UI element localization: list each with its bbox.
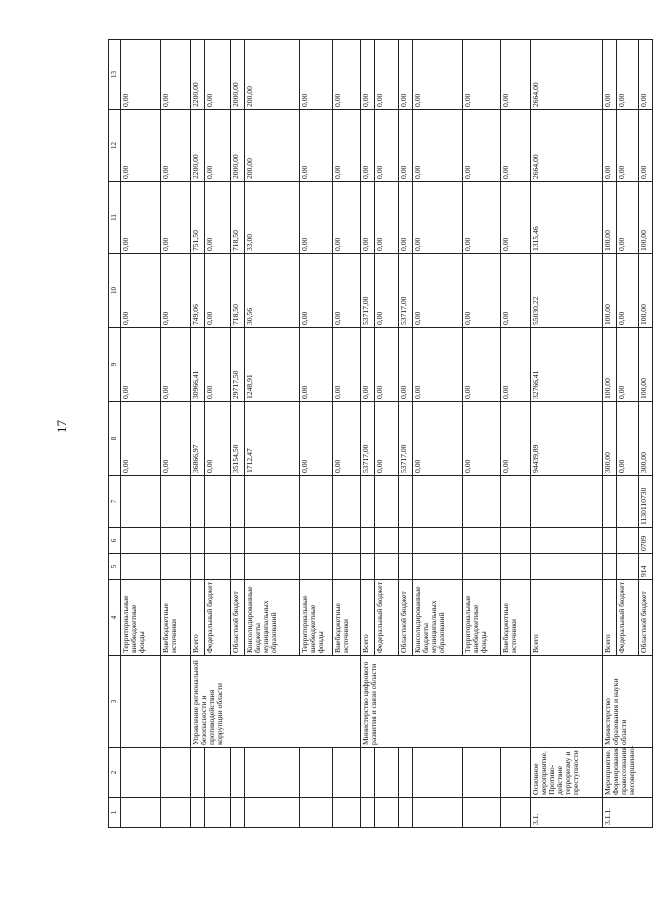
value-cell: 0,00 [617,328,639,402]
source-cell: Внебюджетные источники [161,580,191,656]
value-cell: 0,00 [300,182,333,254]
col-header: 10 [109,254,121,328]
value-cell: 100,00 [639,254,653,328]
value-cell: 0,00 [121,182,161,254]
value-cell: 0,00 [501,328,531,402]
value-cell: 0,00 [501,40,531,110]
cell-name [191,748,205,798]
table-cell [205,528,231,554]
table-cell [463,528,501,554]
value-cell: 0,00 [333,110,361,182]
table-cell [399,476,413,528]
value-cell: 94439,89 [531,402,603,476]
cell-name [501,748,531,798]
value-cell: 0,00 [617,182,639,254]
cell-num [191,798,205,828]
value-cell: 0,00 [205,328,231,402]
value-cell: 30,56 [245,254,300,328]
source-cell: Федеральный бюджет [205,580,231,656]
table-cell [191,528,205,554]
table-cell [501,476,531,528]
cell-name [413,748,463,798]
col-header: 2 [109,748,121,798]
source-cell: Территориальные внебюджетные фонды [121,580,161,656]
table-cell [333,476,361,528]
table-cell [413,528,463,554]
table-cell [231,476,245,528]
source-cell: Консолидированные бюджеты муниципальных образований [245,580,300,656]
table-cell [361,476,375,528]
source-cell: Областной бюджет [231,580,245,656]
table-cell [245,528,300,554]
value-cell: 0,00 [399,40,413,110]
table-cell [191,476,205,528]
value-cell: 0,00 [121,40,161,110]
table-cell [300,554,333,580]
table-cell [463,554,501,580]
value-cell: 0,00 [121,254,161,328]
table-cell [300,528,333,554]
table-cell [205,554,231,580]
table-cell [333,528,361,554]
table-cell [121,528,161,554]
value-cell: 0,00 [300,40,333,110]
source-cell: Областной бюджет [399,580,413,656]
value-cell: 100,00 [603,182,617,254]
cell-name [161,748,191,798]
table-cell [121,554,161,580]
source-cell: Консолидированные бюджеты муниципальных образований [413,580,463,656]
table-row [361,40,375,828]
cell-name [333,748,361,798]
table-cell [231,528,245,554]
value-cell: 53717,00 [399,402,413,476]
value-cell: 2000,00 [231,40,245,110]
table-cell [501,528,531,554]
table-cell [361,554,375,580]
cell-name [463,748,501,798]
table-row [531,40,603,828]
value-cell: 0,00 [121,402,161,476]
value-cell: 1248,91 [245,328,300,402]
page-number: 17 [54,420,69,433]
value-cell: 718,50 [231,182,245,254]
value-cell: 100,00 [639,328,653,402]
cell-num [399,798,413,828]
value-cell: 0,00 [501,110,531,182]
code-cell: 0709 [639,528,653,554]
table-cell [231,554,245,580]
table-row [161,40,191,828]
table-cell [300,476,333,528]
table-cell [161,528,191,554]
value-cell: 30966,41 [191,328,205,402]
value-cell: 0,00 [205,182,231,254]
col-header: 11 [109,182,121,254]
cell-name [361,748,375,798]
table-cell [375,476,399,528]
cell-num [375,798,399,828]
cell-num [333,798,361,828]
code-cell: 914 [639,554,653,580]
col-header: 6 [109,528,121,554]
value-cell: 0,00 [333,402,361,476]
value-cell: 0,00 [639,40,653,110]
value-cell: 0,00 [501,254,531,328]
value-cell: 0,00 [375,402,399,476]
code-cell: 1130110730 [639,476,653,528]
value-cell: 0,00 [161,110,191,182]
value-cell: 0,00 [603,40,617,110]
value-cell: 0,00 [501,402,531,476]
table-cell [463,476,501,528]
value-cell: 100,00 [603,254,617,328]
col-header: 4 [109,580,121,656]
cell-num [121,798,161,828]
value-cell: 0,00 [413,182,463,254]
table-cell [399,528,413,554]
value-cell: 0,00 [361,182,375,254]
value-cell: 0,00 [300,402,333,476]
value-cell: 0,00 [375,110,399,182]
value-cell: 0,00 [161,254,191,328]
header-row [109,40,121,828]
value-cell: 0,00 [399,182,413,254]
org-cell: Министерство цифрового развития и связи области [361,656,531,748]
org-cell: Министерство образования и науки области [603,656,653,748]
value-cell: 53717,00 [361,402,375,476]
cell-name [231,748,245,798]
table-cell [501,554,531,580]
value-cell: 0,00 [361,328,375,402]
cell-org [531,656,603,748]
code-cell [603,476,617,528]
source-cell: Территориальные внебюджетные фонды [300,580,333,656]
value-cell: 0,00 [463,182,501,254]
value-cell: 0,00 [617,110,639,182]
value-cell: 0,00 [300,328,333,402]
code-cell [603,528,617,554]
value-cell: 32766,41 [531,328,603,402]
value-cell: 0,00 [413,402,463,476]
value-cell: 749,06 [191,254,205,328]
table-row [603,40,617,828]
value-cell: 2200,00 [191,110,205,182]
table-cell [161,554,191,580]
value-cell: 0,00 [375,182,399,254]
table-cell [205,476,231,528]
value-cell: 36866,97 [191,402,205,476]
value-cell: 0,00 [161,182,191,254]
value-cell: 33,00 [245,182,300,254]
value-cell: 29717,50 [231,328,245,402]
cell-name [205,748,231,798]
value-cell: 0,00 [161,328,191,402]
value-cell: 0,00 [161,40,191,110]
table-cell [531,554,603,580]
value-cell: 0,00 [463,254,501,328]
item-name: Основное мероприятие. Противо- действие терроризму и преступности [531,748,603,798]
cell-num [231,798,245,828]
cell-num [245,798,300,828]
value-cell: 0,00 [333,40,361,110]
value-cell: 2664,00 [531,40,603,110]
code-cell [617,528,639,554]
value-cell: 1712,47 [245,402,300,476]
table-cell [191,554,205,580]
value-cell: 0,00 [501,182,531,254]
value-cell: 0,00 [413,328,463,402]
value-cell: 0,00 [121,328,161,402]
col-header: 1 [109,798,121,828]
table-row [121,40,161,828]
value-cell: 0,00 [463,402,501,476]
cell-name [300,748,333,798]
value-cell: 300,00 [639,402,653,476]
value-cell: 0,00 [333,254,361,328]
value-cell: 0,00 [205,254,231,328]
item-name: Мероприятие. Формирование правосознания несовершенно- [603,748,653,798]
value-cell: 1315,46 [531,182,603,254]
value-cell: 0,00 [413,254,463,328]
source-cell: Областной бюджет [639,580,653,656]
col-header: 13 [109,40,121,110]
value-cell: 0,00 [463,328,501,402]
table-cell [531,528,603,554]
cell-num [413,798,463,828]
value-cell: 2200,00 [191,40,205,110]
source-cell: Федеральный бюджет [375,580,399,656]
table-cell [375,554,399,580]
cell-name [375,748,399,798]
value-cell: 0,00 [399,110,413,182]
value-cell: 0,00 [205,40,231,110]
cell-num [161,798,191,828]
cell-num [205,798,231,828]
value-cell: 0,00 [205,402,231,476]
value-cell: 0,00 [617,402,639,476]
source-cell: Всего [361,580,375,656]
cell-org [161,656,191,748]
value-cell: 200,00 [245,110,300,182]
value-cell: 718,50 [231,254,245,328]
value-cell: 53717,00 [399,254,413,328]
value-cell: 0,00 [399,328,413,402]
value-cell: 0,00 [617,254,639,328]
value-cell: 0,00 [463,40,501,110]
table-cell [161,476,191,528]
code-cell [617,476,639,528]
value-cell: 0,00 [603,110,617,182]
source-cell: Всего [191,580,205,656]
value-cell: 0,00 [333,328,361,402]
col-header: 8 [109,402,121,476]
value-cell: 0,00 [463,110,501,182]
cell-name [399,748,413,798]
table-cell [375,528,399,554]
item-number: 3.1. [531,798,603,828]
col-header: 5 [109,554,121,580]
value-cell: 200,00 [245,40,300,110]
source-cell: Всего [531,580,603,656]
value-cell: 0,00 [333,182,361,254]
cell-num [501,798,531,828]
col-header: 3 [109,656,121,748]
value-cell: 2664,00 [531,110,603,182]
value-cell: 0,00 [205,110,231,182]
budget-table [108,39,653,828]
value-cell: 0,00 [300,254,333,328]
cell-org [121,656,161,748]
table-cell [361,528,375,554]
value-cell: 0,00 [639,110,653,182]
org-cell: Управление региональной безопасности и противодействия коррупции области [191,656,361,748]
value-cell: 0,00 [413,110,463,182]
table-cell [245,476,300,528]
cell-num [361,798,375,828]
value-cell: 0,00 [375,328,399,402]
col-header: 7 [109,476,121,528]
value-cell: 300,00 [603,402,617,476]
value-cell: 0,00 [375,40,399,110]
table-cell [413,476,463,528]
col-header: 9 [109,328,121,402]
value-cell: 0,00 [121,110,161,182]
table-cell [121,476,161,528]
value-cell: 0,00 [361,40,375,110]
code-cell [603,554,617,580]
value-cell: 35154,50 [231,402,245,476]
value-cell: 0,00 [375,254,399,328]
code-cell [617,554,639,580]
source-cell: Территориальные внебюджетные фонды [463,580,501,656]
col-header: 12 [109,110,121,182]
cell-name [121,748,161,798]
source-cell: Федеральный бюджет [617,580,639,656]
value-cell: 0,00 [413,40,463,110]
value-cell: 0,00 [361,110,375,182]
value-cell: 0,00 [617,40,639,110]
cell-name [245,748,300,798]
source-cell: Всего [603,580,617,656]
table-row [191,40,205,828]
cell-num [463,798,501,828]
table-cell [413,554,463,580]
value-cell: 100,00 [639,182,653,254]
cell-num [300,798,333,828]
value-cell: 100,00 [603,328,617,402]
value-cell: 751,50 [191,182,205,254]
table-cell [333,554,361,580]
source-cell: Внебюджетные источники [333,580,361,656]
value-cell: 0,00 [300,110,333,182]
value-cell: 2000,00 [231,110,245,182]
source-cell: Внебюджетные источники [501,580,531,656]
table-cell [531,476,603,528]
table-cell [399,554,413,580]
table-cell [245,554,300,580]
value-cell: 0,00 [161,402,191,476]
value-cell: 55030,22 [531,254,603,328]
rotated-table-container [108,40,648,828]
value-cell: 53717,00 [361,254,375,328]
item-number: 3.1.1. [603,798,653,828]
